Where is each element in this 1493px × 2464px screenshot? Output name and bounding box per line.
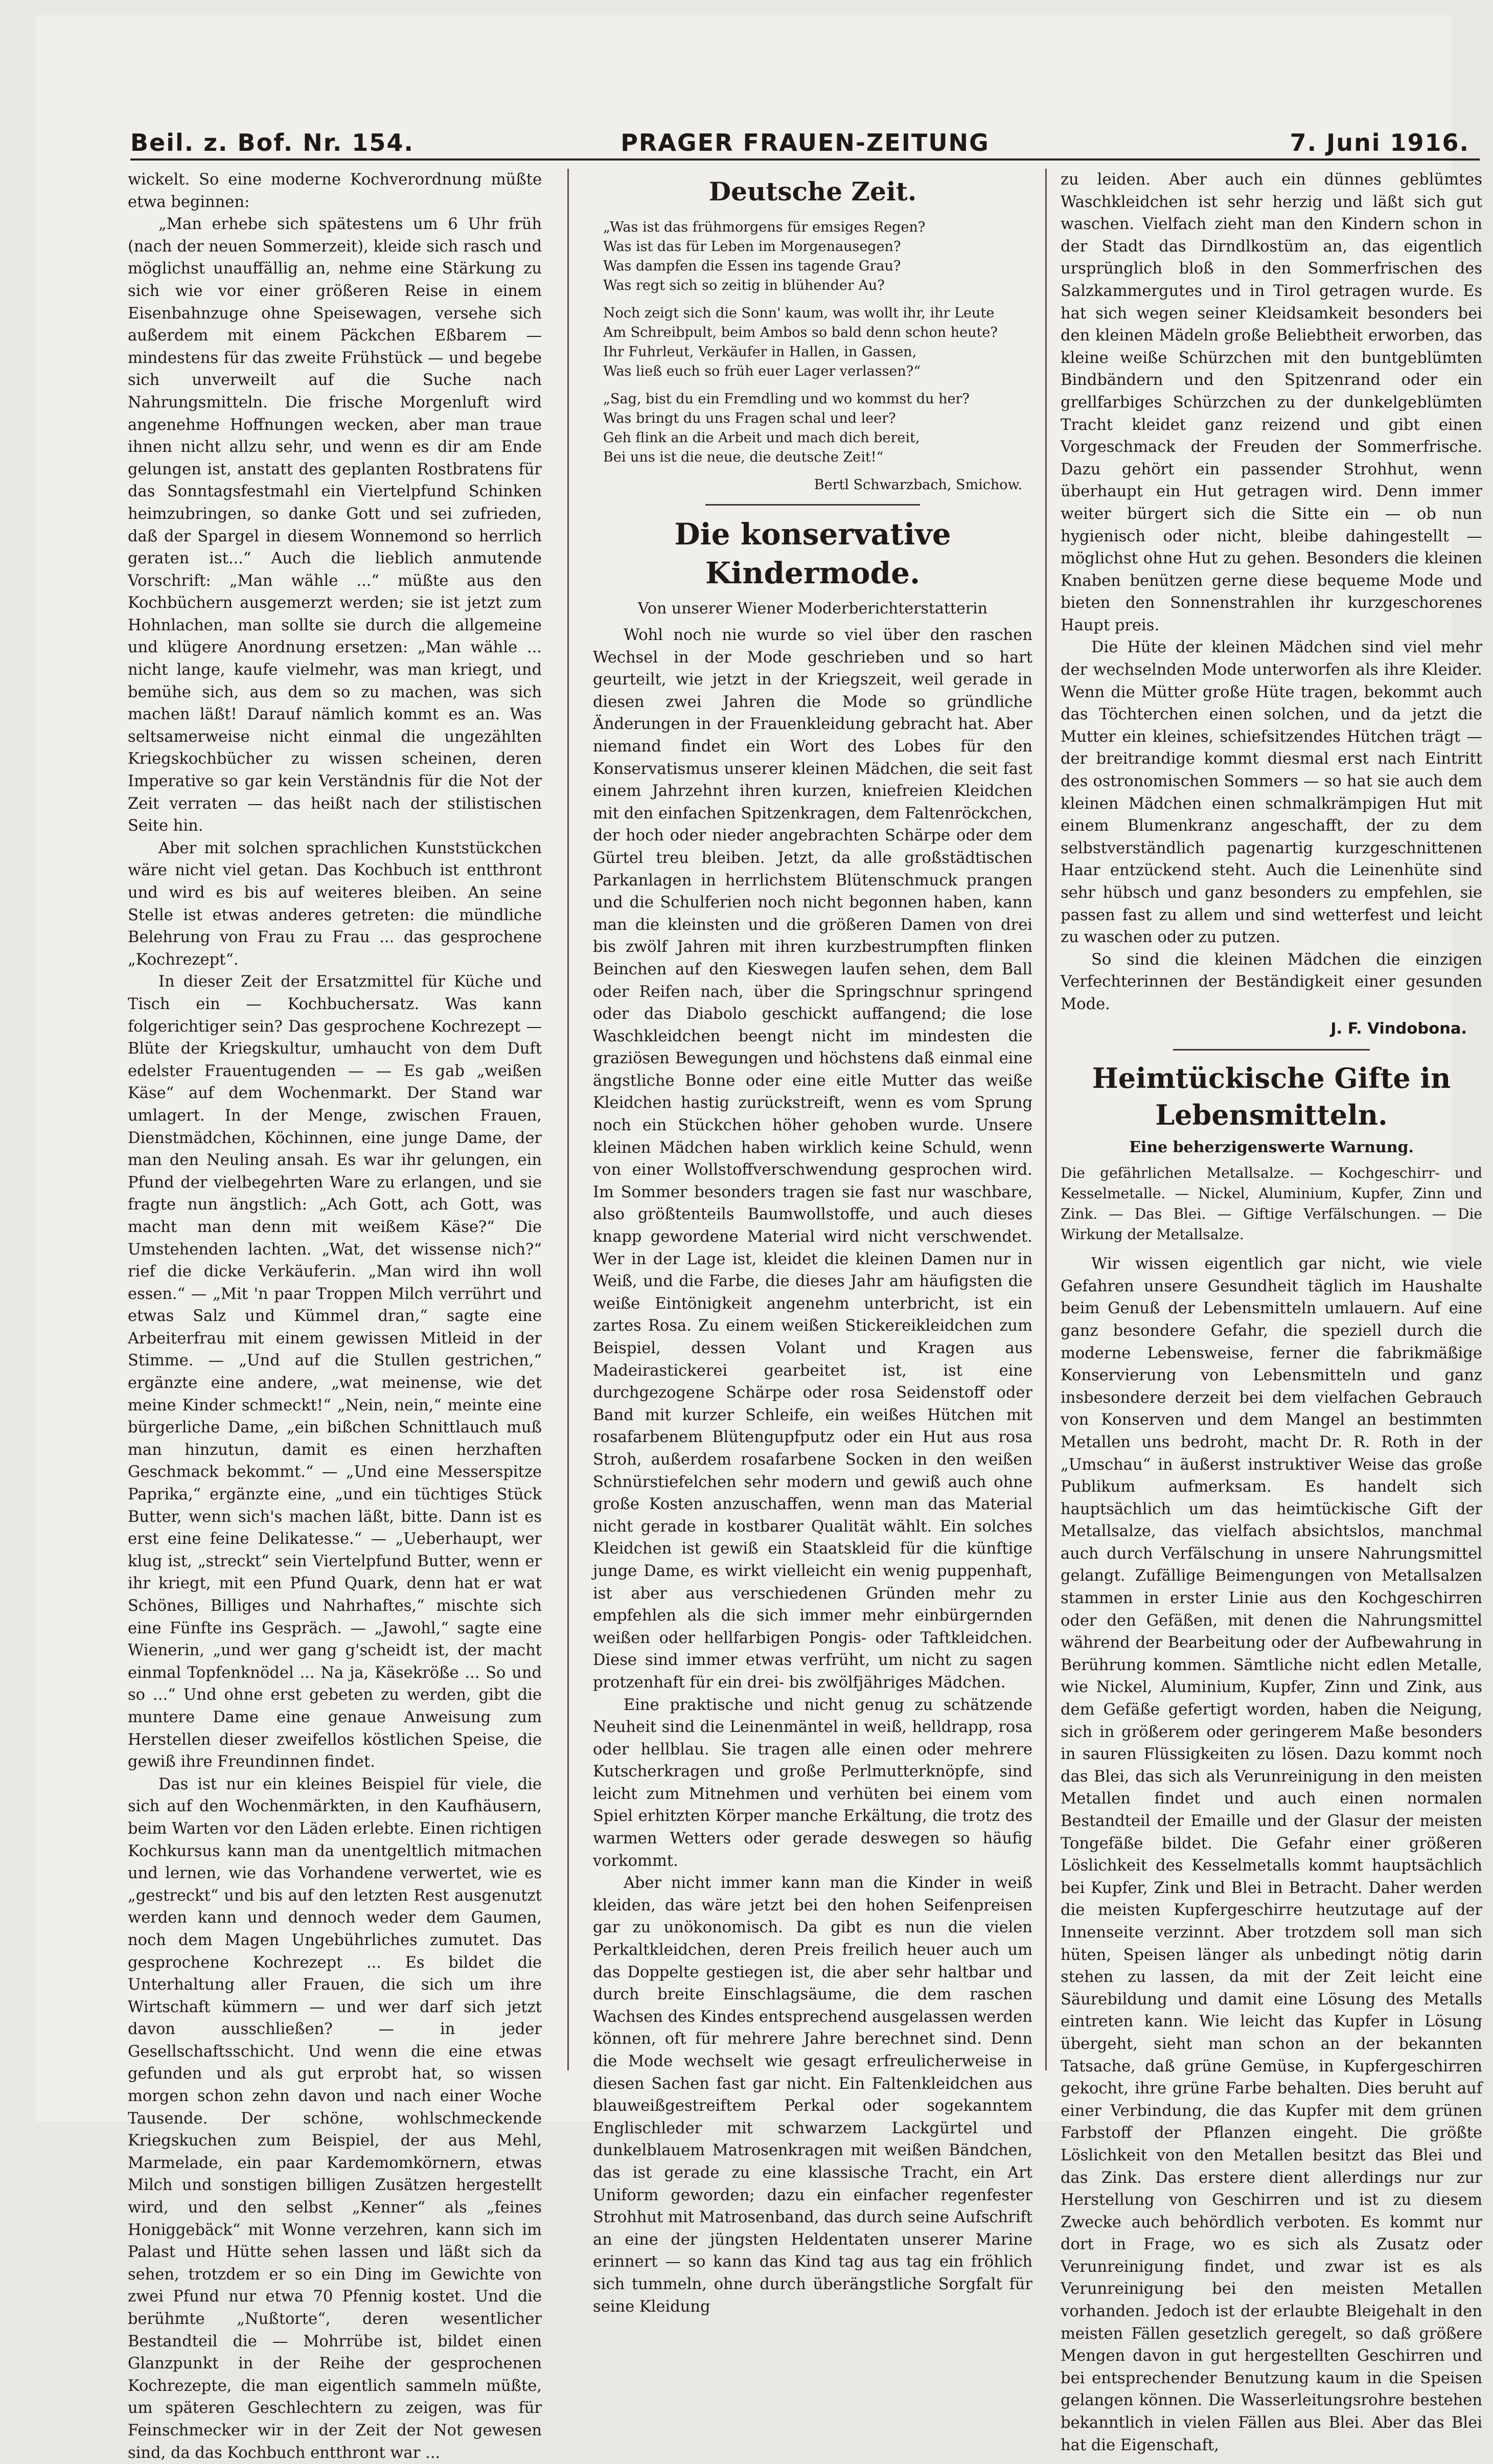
poem-line: Was regt sich so zeitig in blühender Au? xyxy=(603,278,885,293)
section-divider xyxy=(1173,1049,1370,1051)
poem-line: Geh flink an die Arbeit und mach dich bereit, xyxy=(603,430,920,446)
article-paragraph: Aber mit solchen sprachlichen Kunststückchen wäre nicht viel getan. Das Kochbuch ist entthront und wird es bis auf weiteres bleiben. An seine Stelle ist etwas anderes getreten: die mündliche Belehrung von Frau zu Frau ... das gesprochene „Kochrezept“. xyxy=(128,839,542,969)
poem-stanza xyxy=(603,218,1022,295)
poem-line: „Sag, bist du ein Fremdling und wo kommst du her? xyxy=(603,391,970,407)
article-paragraph: Das ist nur ein kleines Beispiel für viele, die sich auf den Wochenmärkten, in den Kaufhäusern, beim Warten vor den Läden erlebte. Einen richtigen Kochkursus kann man da unentgeltlich mitmachen und lernen, wie das Vorhandene verwertet, wie es „gestreckt“ und bis auf den letzten Rest ausgenutzt werden kann und dennoch weder dem Gaumen, noch dem Magen Ungebührliches zumutet. Das gesprochene Kochrezept ... Es bildet die Unterhaltung aller Frauen, die sich um ihre Wirtschaft kümmern — und wer darf sich jetzt davon ausschließen? — in jeder Gesellschaftsschicht. Und wenn die eine etwas gefunden und als gut erprobt hat, so wissen morgen schon zehn davon und nach einer Woche Tausende. Der schöne, wohlschmeckende Kriegskuchen zum Beispiel, der aus Mehl, Marmelade, ein paar Kardemomkörnern, etwas Milch und sonstigen billigen Zusätzen hergestellt wird, und den selbst „Kenner“ als „feines Honiggebäck“ mit Wonne verzehren, kann sich im Palast und Hütte sehen lassen und läßt sich da sehen, trotzdem er so ein Ding im Gewichte von zwei Pfund nur etwa 70 Pfennig kostet. Und die berühmte „Nußtorte“, deren wesentlicher Bestandteil die — Mohrrübe ist, bildet einen Glanzpunkt in der Reihe der gesprochenen Kochrezepte, die man eigentlich sammeln müßte, um späteren Geschlechtern zu zeigen, was für Feinschmecker wir in der Zeit der Not gewesen sind, da das Kochbuch entthront war ... xyxy=(128,1775,542,2462)
poem-line: Noch zeigt sich die Sonn' kaum, was wollt ihr, ihr Leute xyxy=(603,305,995,321)
column-rule xyxy=(1045,169,1047,2070)
poem-line: Was bringt du uns Fragen schal und leer? xyxy=(603,410,896,426)
article-paragraph: Wir wissen eigentlich gar nicht, wie viele Gefahren unsere Gesundheit täglich im Haushalte beim Genuß der Lebensmitteln umlauern. Auf eine ganz besondere Gefahr, die speziell durch die moderne Lebensweise, ferner die fabrikmäßige Konservierung von Lebensmitteln und ganz insbesondere derzeit bei dem vielfachen Gebrauch von Konserven und dem Mangel an bestimmten Metallen uns bedroht, macht Dr. R. Roth in der „Umschau“ in äußerst instruktiver Weise das große Publikum aufmerksam. Es handelt sich hauptsächlich um das heimtückische Gift der Metallsalze, das vielfach absichtslos, manchmal auch durch Verfälschung in unsere Nahrungsmittel gelangt. Zufällige Beimengungen von Metallsalzen stammen in erster Linie aus den Kochgeschirren oder den Gefäßen, mit denen die Nahrungsmittel während der Bearbeitung oder der Aufbewahrung in Berührung kommen. Sämtliche nicht edlen Metalle, wie Nickel, Aluminium, Kupfer, Zinn und Zink, aus dem Gefäße gefertigt worden, haben die Neigung, sich in größerem oder geringerem Maße besonders in sauren Flüssigkeiten zu lösen. Dazu kommt noch das Blei, das sich als Verunreinigung in den meisten Metallen findet und auch einen normalen Bestandteil der Emaille und der Glasur der meisten Tongefäße bildet. Die Gefahr einer größeren Löslichkeit des Kesselmetalls kommt hauptsächlich bei Kupfer, Zink und Blei in Betracht. Daher werden die meisten Kupfergeschirre heutzutage auf der Innenseite verzinnt. Aber trotzdem soll man sich hüten, Speisen länger als unbedingt nötig darin stehen zu lassen, da mit der Zeit leicht eine Säurebildung und damit eine Lösung des Metalls eintreten kann. Wie leicht das Kupfer in Lösung übergeht, sieht man schon an der bekannten Tatsache, daß grüne Gemüse, in Kupfergeschirren gekocht, ihre grüne Farbe behalten. Dies beruht auf einer Verbindung, die das Kupfer mit dem grünen Farbstoff der Pflanzen eingeht. Die größte Löslichkeit von den Metallen besitzt das Blei und das Zink. Das erstere dient allerdings nur zur Herstellung von Geschirren und ist zu diesem Zwecke auch behördlich verboten. Es kommt nur dort in Frage, wo es sich als Zusatz oder Verunreinigung findet, und zwar ist es als Verunreinigung bei den meisten Metallen vorhanden. Jedoch ist der erlaubte Bleigehalt in den meisten Fällen gesetzlich geregelt, so daß größere Mengen davon in gut hergestellten Geschirren und bei entsprechender Benutzung kaum in die Speisen gelangen können. Die Wasserleitungsrohre bestehen bekanntlich in vielen Fällen aus Blei. Aber das Blei hat die Eigenschaft, xyxy=(1061,1255,1482,2454)
article-title: Heimtückische Gifte in Lebensmitteln. xyxy=(1092,1062,1451,1132)
page-header xyxy=(130,118,1480,161)
article-paragraph: Die Hüte der kleinen Mädchen sind viel mehr der wechselnden Mode unterworfen als ihre Kleider. Wenn die Mütter große Hüte tragen, bekommt auch das Töchterchen einen solchen, und da jetzt die Mutter ein kleines, schiefsitzendes Hütchen trägt — der breitrandige kommt diesmal erst nach Eintritt des ostronomischen Sommers — so hat sie auch dem kleinen Mädchen einen schmalkrämpigen Hut mit einem Blumenkranz angeschafft, der zu dem selbstverständlich pagenartig kurzgeschnittenen Haar entzückend steht. Auch die Leinenhüte sind sehr hübsch und ganz besonders zu empfehlen, sie passen fast zu allem und sind wetterfest und leicht zu waschen oder zu putzen. xyxy=(1061,638,1482,947)
column-3 xyxy=(1061,169,1482,2454)
article-signature: J. F. Vindobona. xyxy=(1330,1019,1467,1038)
poem-line: Bei uns ist die neue, die deutsche Zeit!“ xyxy=(603,449,884,465)
issue-date: 7. Juni 1916. xyxy=(1290,129,1469,156)
poem-line: Am Schreibpult, beim Ambos so bald denn schon heute? xyxy=(603,325,998,340)
poem-line: Was ist das für Leben im Morgenausegen? xyxy=(603,239,901,255)
article-title: Die konservative Kindermode. xyxy=(674,517,951,590)
column-2 xyxy=(593,169,1032,2316)
poem-line: Was dampfen die Essen ins tagende Grau? xyxy=(603,258,901,274)
article-paragraph: Aber nicht immer kann man die Kinder in weiß kleiden, das wäre jetzt bei den hohen Seifenpreisen gar zu unökonomisch. Da gibt es nun die vielen Perkaltkleidchen, deren Preis freilich heuer auch um das Doppelte gestiegen ist, die aber sehr haltbar und durch breite Einschlagsäume, die dem raschen Wachsen des Kindes entsprechend ausgelassen werden können, oft für mehrere Jahre berechnet sind. Denn die Mode wechselt wie gesagt erfreulicherweise in diesen Sachen fast gar nicht. Ein Faltenkleidchen aus blauweißgestreiftem Perkal oder sogekanntem Englischleder mit schwarzem Lackgürtel und dunkelblauem Matrosenkragen mit weißen Bändchen, das ist gerade zu eine klassische Tracht, ein Art Uniform geworden; dazu ein einfacher regenfester Strohhut mit Matrosenband, das durch seine Aufschrift an eine der jüngsten Heldentaten unserer Marine erinnert — so kann das Kind tag aus tag ein fröhlich sich tummeln, ohne durch überängstliche Sorgfalt für seine Kleidung xyxy=(593,1874,1032,2316)
poem xyxy=(593,218,1032,495)
poem-title: Deutsche Zeit. xyxy=(708,176,917,207)
article-paragraph: So sind die kleinen Mädchen die einzigen Verfechterinnen der Beständigkeit einer gesunden Mode. xyxy=(1061,950,1482,1013)
article-byline: Von unserer Wiener Moderberichterstatterin xyxy=(638,600,987,618)
issue-number: Beil. z. Bof. Nr. 154. xyxy=(130,129,414,156)
poem-line: „Was ist das frühmorgens für emsiges Regen? xyxy=(603,219,926,235)
article-paragraph: „Man erhebe sich spätestens um 6 Uhr früh (nach der neuen Sommerzeit), kleide sich rasch und möglichst unauffällig an, nehme eine Stärkung zu sich wie vor einer größeren Reise in einem Eisenbahnzuge ohne Speisewagen, versehe sich außerdem mit einem Päckchen Eßbarem — mindestens für das zweite Frühstück — und begebe sich unverweilt auf die Suche nach Nahrungsmitteln. Die frische Morgenluft wird angenehme Hoffnungen wecken, aber man traue ihnen nicht allzu sehr, und wenn es dir am Ende gelungen ist, anstatt des geplanten Rostbratens für das Sonntagsfestmahl ein Viertelpfund Schinken heimzubringen, so danke Gott und sei zufrieden, daß der Spargel in diesem Wonnemond so herrlich geraten ist...“ Auch die lieblich anmutende Vorschrift: „Man wähle ...“ müßte aus den Kochbüchern ausgemerzt werden; sie ist jetzt zum Hohnlachen, man sollte sie durch die allgemeine und klügere Anordnung ersetzen: „Man wähle ... nicht lange, kaufe vielmehr, was man kriegt, und bemühe sich, aus dem so zu machen, was sich machen läßt! Darauf nämlich kommt es an. Was seltsamerweise nicht einmal die ungezählten Kriegskochbücher zu wissen scheinen, deren Imperative so gar kein Verständnis für die Not der Zeit verraten — das heißt nach der stilistischen Seite hin. xyxy=(128,215,542,835)
column-1 xyxy=(128,169,542,2462)
article-paragraph: In dieser Zeit der Ersatzmittel für Küche und Tisch ein — Kochbuchersatz. Was kann folgerichtiger sein? Das gesprochene Kochrezept — Blüte der Kriegskultur, umhaucht von dem Duft edelster Frauentugenden — — Es gab „weißen Käse“ auf dem Wochenmarkt. Der Stand war umlagert. In der Menge, zwischen Frauen, Dienstmädchen, Köchinnen, eine junge Dame, der man den Neuling ansah. Es war ihr gelungen, ein Pfund der vielbegehrten Ware zu erlangen, und sie fragte nun ängstlich: „Ach Gott, ach Gott, was macht man denn mit weißem Käse?“ Die Umstehenden lachten. „Wat, det wissense nich?“ rief die dicke Verkäuferin. „Man wird ihn woll essen.“ — „Mit 'n paar Troppen Milch verrührt und etwas Salz und Kümmel dran,“ sagte eine Arbeiterfrau mit einem gewissen Mitleid in der Stimme. — „Und auf die Stullen gestrichen,“ ergänzte eine andere, „wat meinense, wie det meine Kinder schmeckt!“ „Nein, nein,“ meinte eine bürgerliche Dame, „ein bißchen Schnittlauch muß man hinzutun, damit es einen herzhaften Geschmack bekommt.“ — „Und eine Messerspitze Paprika,“ ergänzte eine, „und ein tüchtiges Stück Butter, wenn sich's machen läßt, bitte. Dann ist es erst eine feine Delikatesse.“ — „Ueberhaupt, wer klug ist, „streckt“ sein Viertelpfund Butter, wenn er ihr kriegt, mit een Pfund Quark, denn hat er wat Schönes, Billiges und Nahrhaftes,“ mischte sich eine Fünfte ins Gespräch. — „Jawohl,“ sagte eine Wienerin, „und wer gang g'scheidt ist, der macht einmal Topfenknödel ... Na ja, Käsekröße ... So und so ...“ Und ohne erst gebeten zu werden, gibt die muntere Dame eine genaue Anweisung zum Herstellen dieser zweifellos köstlichen Speise, die gewiß ihre Freundinnen findet. xyxy=(128,973,542,1771)
poem-author: Bertl Schwarzbach, Smichow. xyxy=(814,477,1022,493)
masthead-title: PRAGER FRAUEN-ZEITUNG xyxy=(621,129,990,156)
article-summary xyxy=(1061,1163,1482,1245)
summary-text: Die gefährlichen Metallsalze. — Kochgeschirr- und Kesselmetalle. — Nickel, Aluminium, Kupfer, Zinn und Zink. — Das Blei. — Giftige Verfälschungen. — Die Wirkung der Metallsalze. xyxy=(1061,1165,1482,1243)
article-paragraph: Wohl noch nie wurde so viel über den raschen Wechsel in der Mode geschrieben und so hart geurteilt, wie jetzt in der Kriegszeit, weil gerade in diesen zwei Jahren die Mode so gründliche Änderungen in der Frauenkleidung gebracht hat. Aber niemand findet ein Wort des Lobes für den Konservatismus unserer kleinen Mädchen, die seit fast einem Jahrzehnt ihren kurzen, kniefreien Kleidchen mit den einfachen Spitzenkragen, dem Faltenröckchen, der hoch oder nieder angebrachten Schärpe oder dem Gürtel treu bleiben. Jetzt, da alle großstädtischen Parkanlagen in herrlichstem Blütenschmuck prangen und die Schulferien noch nicht begonnen haben, kann man die kleinsten und die größeren Damen von drei bis zwölf Jahren mit ihren kurzbestrumpften flinken Beinchen auf den Kieswegen laufen sehen, dem Ball oder Reifen nach, über die Springschnur springend oder das Diabolo geschickt auffangend; die lose Waschkleidchen beengt nicht im mindesten die graziösen Bewegungen und höchstens daß einmal eine ängstliche Bonne oder eine eitle Mutter das weiße Kleidchen hastig zurückstreift, wenn es vom Sprung noch ein Stückchen höher gehoben wurde. Unsere kleinen Mädchen haben wirklich keine Schuld, wenn von einer Wollstoffverschwendung gesprochen wird. Im Sommer besonders tragen sie fast nur waschbare, also größtenteils Baumwollstoffe, und auch dieses knapp gewordene Material wird nicht verschwendet. Wer in der Lage ist, kleidet die kleinen Damen nur in Weiß, und die Farbe, die dieses Jahr am häufigsten die weiße Eintönigkeit angenehm unterbricht, ist ein zartes Rosa. Zu einem weißen Stickereikleidchen zum Beispiel, dessen Volant und Kragen aus Madeirastickerei gearbeitet ist, ist eine durchgezogene Schärpe oder rosa Seidenstoff oder Band mit kurzer Schleife, ein weißes Hütchen mit rosafarbenem Blütengupfputz oder ein Hut aus rosa Stroh, außerdem rosafarbene Socken in den weißen Schnürstiefelchen sehr modern und gewiß auch ohne große Kosten anzuschaffen, wenn man das Material nicht gerade in kostbarer Qualität wählt. Ein solches Kleidchen ist gewiß ein Staatskleid für die künftige junge Dame, es wirkt vielleicht ein wenig puppenhaft, ist aber aus verschiedenen Gründen mehr zu empfehlen als die sich immer mehr einbürgernden weißen oder hellfarbigen Pongis- oder Taftkleidchen. Diese sind immer etwas verfrüht, um nicht zu sagen protzenhaft für ein drei- bis zwölfjähriges Mädchen. xyxy=(593,626,1032,1692)
article-paragraph: zu leiden. Aber auch ein dünnes geblümtes Waschkleidchen ist sehr herzig und läßt sich gut waschen. Vielfach zieht man den Kindern schon in der Stadt das Dirndlkostüm an, das eigentlich ursprünglich bloß in den Sommerfrischen des Salzkammergutes und in Tirol getragen wurde. Es hat sich wegen seiner Kleidsamkeit besonders bei den kleinen Mädeln große Beliebtheit erworben, das kleine weiße Schürzchen mit den buntgeblümten Bindbändern und den Spitzenrand oder ein grellfarbiges Schürzchen zu der dunkelgeblümten Tracht kleidet ganz reizend und gibt einen Vorgeschmack der Freuden der Sommerfrische. Dazu gehört ein passender Strohhut, wenn überhaupt ein Hut getragen wird. Denn immer weiter bürgert sich die Sitte ein — ob nun hygienisch oder nicht, bleibe dahingestellt — möglichst ohne Hut zu gehen. Besonders die kleinen Knaben benützen gerne diese bequeme Mode und bieten den Sonnenstrahlen ihr kurzgeschorenes Haupt preis. xyxy=(1061,171,1482,634)
poem-line: Was ließ euch so früh euer Lager verlassen?“ xyxy=(603,363,921,379)
article-paragraph: Eine praktische und nicht genug zu schätzende Neuheit sind die Leinenmäntel in weiß, helldrapp, rosa oder hellblau. Sie tragen alle einen oder mehrere Kutscherkragen und große Perlmutterknöpfe, sind leicht zum Mitnehmen und verhüten bei einem vom Spiel erhitzten Körper manche Erkältung, die trotz des warmen Wetters oder gerade deswegen so häufig vorkommt. xyxy=(593,1696,1032,1870)
column-rule xyxy=(567,169,569,2070)
section-divider xyxy=(705,504,920,506)
poem-stanza xyxy=(603,304,1022,381)
article-paragraph: wickelt. So eine moderne Kochverordnung müßte etwa beginnen: xyxy=(128,171,542,211)
newspaper-page xyxy=(36,15,1482,2462)
poem-stanza xyxy=(603,390,1022,467)
poem-line: Ihr Fuhrleut, Verkäufer in Hallen, in Gassen, xyxy=(603,344,917,360)
article-subtitle: Eine beherzigenswerte Warnung. xyxy=(1129,1138,1414,1157)
